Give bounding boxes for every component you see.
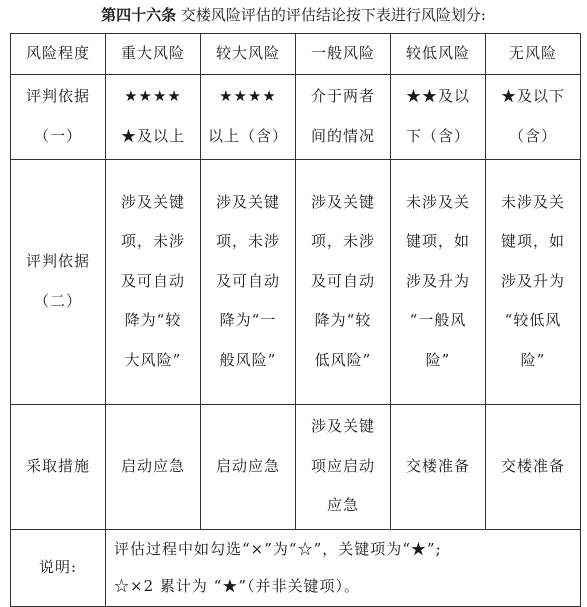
table-cell: 涉及关键 项，未涉 及可自动 降为“较 低风险” (296, 159, 391, 404)
table-cell: 交楼准备 (391, 404, 486, 529)
table-cell: 涉及关键 项，未涉 及可自动 降为“较 大风险” (106, 159, 201, 404)
table-cell: ★★及以 下（含） (391, 74, 486, 159)
table-cell: 未涉及关 键项，如 涉及升为 “一般风 险” (391, 159, 486, 404)
row-label-criteria-1: 评判依据 （一） (11, 74, 106, 159)
table-header-row (11, 34, 581, 75)
article-heading (0, 2, 587, 28)
header-risk-level: 风险程度 (11, 34, 106, 75)
table-row (11, 404, 581, 529)
header-no-risk: 无风险 (486, 34, 581, 75)
table-cell: ★及以下 （含） (486, 74, 581, 159)
header-general-risk: 一般风险 (296, 34, 391, 75)
table-cell: 启动应急 (201, 404, 296, 529)
table-cell: ★★★★ ★及以上 (106, 74, 201, 159)
table-row (11, 159, 581, 404)
note-body (106, 529, 581, 606)
note-label: 说明: (11, 529, 106, 606)
table-cell: 涉及关键 项应启动 应急 (296, 404, 391, 529)
row-label-criteria-2: 评判依据 （二） (11, 159, 106, 404)
note-line: 评估过程中如勾选“×”为“☆”，关键项为“★”; (114, 539, 442, 558)
header-major-risk: 重大风险 (106, 34, 201, 75)
article-number: 第四十六条 (101, 6, 177, 24)
table-cell: 未涉及关 键项，如 涉及升为 “较低风 险” (486, 159, 581, 404)
note-row (11, 529, 581, 606)
article-text: 交楼风险评估的评估结论按下表进行风险划分: (176, 6, 486, 24)
table-cell: ★★★★ 以上（含） (201, 74, 296, 159)
row-label-measures: 采取措施 (11, 404, 106, 529)
header-low-risk: 较低风险 (391, 34, 486, 75)
note-line: ☆×2 累计为 “★”（并非关键项）。 (114, 576, 360, 595)
header-significant-risk: 较大风险 (201, 34, 296, 75)
table-cell: 涉及关键 项，未涉 及可自动 降为“一 般风险” (201, 159, 296, 404)
risk-classification-table (10, 33, 581, 607)
table-cell: 启动应急 (106, 404, 201, 529)
table-cell: 交楼准备 (486, 404, 581, 529)
table-cell: 介于两者 间的情况 (296, 74, 391, 159)
table-row (11, 74, 581, 159)
